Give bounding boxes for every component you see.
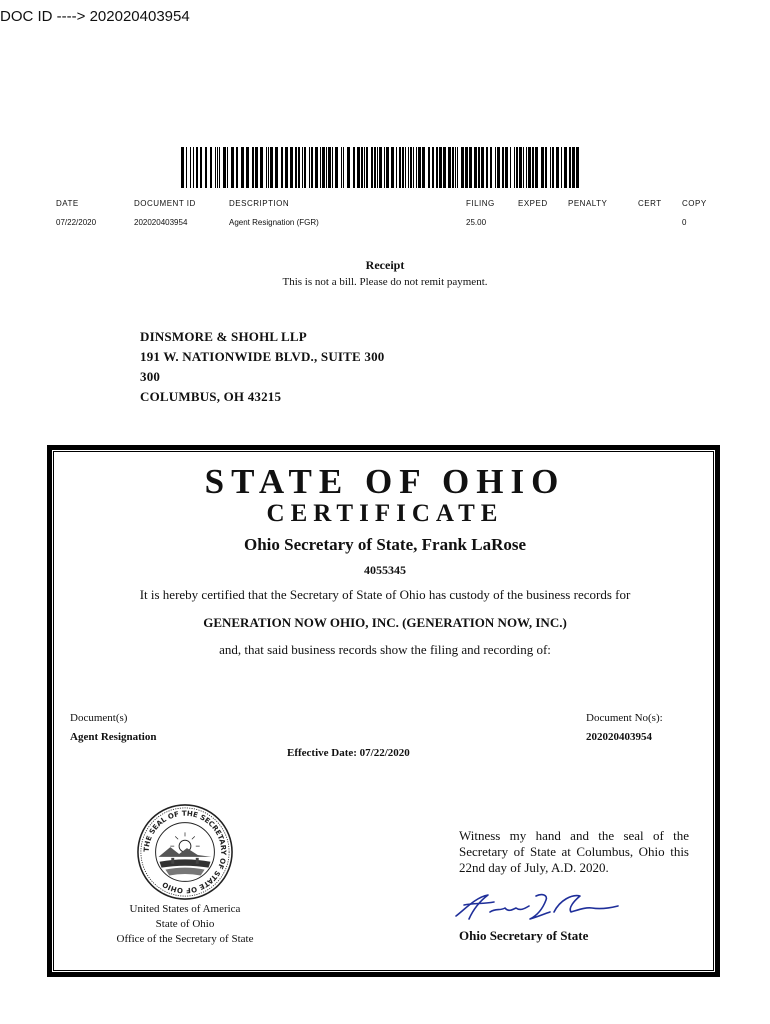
documents-value: Agent Resignation xyxy=(70,731,157,743)
signature-title: Ohio Secretary of State xyxy=(459,928,589,943)
receipt-title: Receipt xyxy=(365,258,405,272)
header-copy: COPY xyxy=(682,199,707,208)
certificate-number: 4055345 xyxy=(364,563,406,577)
receipt-note: This is not a bill. Please do not remit payment. xyxy=(282,276,488,288)
state-seal-image xyxy=(136,803,234,901)
header-filing: FILING xyxy=(466,199,495,208)
document-number-value: 202020403954 xyxy=(586,731,652,743)
usa-line-1: United States of America xyxy=(129,903,241,915)
seal-ring-text: THE SEAL OF THE SECRETARY OF STATE OF OHIO xyxy=(141,808,229,896)
value-copy: 0 xyxy=(682,218,687,227)
secretary-title: Ohio Secretary of State, Frank LaRose xyxy=(243,535,527,554)
documents-label: Document(s) xyxy=(70,712,128,724)
doc-id: DOC ID ----> 202020403954 xyxy=(0,8,190,25)
address-line-2: 191 W. NATIONWIDE BLVD., SUITE 300 xyxy=(140,349,385,364)
header-cert: CERT xyxy=(638,199,662,208)
header-description: DESCRIPTION xyxy=(229,199,290,208)
usa-line-2: State of Ohio xyxy=(155,918,215,930)
barcode-image xyxy=(181,147,581,188)
usa-office-block xyxy=(100,902,270,947)
value-date: 07/22/2020 xyxy=(56,218,97,227)
usa-line-3: Office of the Secretary of State xyxy=(116,933,254,945)
address-line-1: DINSMORE & SHOHL LLP xyxy=(140,329,307,344)
filing-text: and, that said business records show the filing and recording of: xyxy=(219,642,551,657)
signature-image xyxy=(450,888,625,924)
value-description: Agent Resignation (FGR) xyxy=(229,218,319,227)
header-penalty: PENALTY xyxy=(568,199,608,208)
certificate-title: CERTIFICATE xyxy=(266,500,504,527)
effective-date: Effective Date: 07/22/2020 xyxy=(287,747,410,759)
value-filing: 25.00 xyxy=(466,218,487,227)
value-document-id: 202020403954 xyxy=(134,218,188,227)
document-number-label: Document No(s): xyxy=(586,712,663,724)
entity-name: GENERATION NOW OHIO, INC. (GENERATION NOW, INC.) xyxy=(203,615,567,630)
header-document-id: DOCUMENT ID xyxy=(134,199,196,208)
address-line-4: COLUMBUS, OH 43215 xyxy=(140,389,282,404)
state-title: STATE OF OHIO xyxy=(204,462,566,501)
certify-text: It is hereby certified that the Secretary of State of Ohio has custody of the business records for xyxy=(139,587,631,602)
header-date: DATE xyxy=(56,199,79,208)
address-line-3: 300 xyxy=(140,369,161,384)
header-exped: EXPED xyxy=(518,199,548,208)
witness-text: Witness my hand and the seal of the Secretary of State at Columbus, Ohio this 22nd day of July, A.D. 2020. xyxy=(459,828,689,875)
